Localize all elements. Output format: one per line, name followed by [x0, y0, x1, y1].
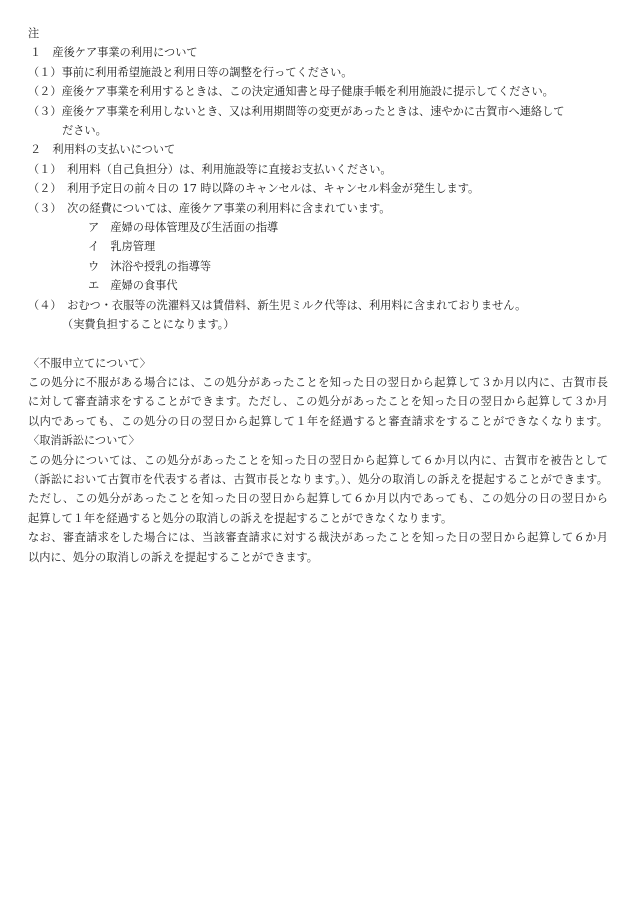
section1-item-1: （１）事前に利用希望施設と利用日等の調整を行ってください。	[28, 65, 353, 79]
section1-item-2: （２）産後ケア事業を利用するときは、この決定通知書と母子健康手帳を利用施設に提示してください。	[28, 85, 554, 99]
section2-item-3: （３） 次の経費については、産後ケア事業の利用料に含まれています。	[28, 201, 391, 215]
appeal-line-3: 以内であっても、この処分の日の翌日から起算して１年を経過すると審査請求をすることができなくなります。	[28, 414, 608, 428]
lawsuit-line-1: この処分については、この処分があったことを知った日の翌日から起算して６か月以内に、古賀市を被告として	[28, 453, 608, 467]
section2-item-4: （４） おむつ・衣服等の洗濯料又は賃借料、新生児ミルク代等は、利用料に含まれておりません。	[28, 298, 527, 312]
section1-item-3: （３）産後ケア事業を利用しないとき、又は利用期間等の変更があったときは、速やかに古賀市へ連絡して	[28, 104, 565, 118]
section1-item-3-continuation: ださい。	[62, 124, 107, 138]
lawsuit-line-4: 起算して１年を経過すると処分の取消しの訴えを提起することができなくなります。	[28, 511, 453, 525]
notes-title: 注	[28, 27, 40, 40]
section2-item-3-sub-u: ウ 沐浴や授乳の指導等	[88, 259, 212, 273]
appeal-heading: 〈不服申立てについて〉	[28, 356, 151, 370]
section2-item-4-continuation: （実費負担することになります。）	[62, 318, 235, 332]
section2-item-2: （２） 利用予定日の前々日の 17 時以降のキャンセルは、キャンセル料金が発生します。	[28, 182, 480, 196]
section-spacer	[28, 335, 610, 354]
section2-item-1: （１） 利用料（自己負担分）は、利用施設等に直接お支払いください。	[28, 162, 392, 176]
section2-item-3-sub-a: ア 産婦の母体管理及び生活面の指導	[88, 221, 279, 235]
section1-heading: １ 産後ケア事業の利用について	[30, 46, 198, 60]
lawsuit-heading: 〈取消訴訟について〉	[28, 434, 140, 448]
appeal-line-1: この処分に不服がある場合には、この処分があったことを知った日の翌日から起算して３か月以内に、古賀市長	[28, 375, 608, 389]
lawsuit-line-2: （訴訟において古賀市を代表する者は、古賀市長となります。）、処分の取消しの訴えを提起することができます。	[28, 472, 608, 486]
section2-heading: ２ 利用料の支払いについて	[30, 143, 176, 157]
lawsuit-line-6: 以内に、処分の取消しの訴えを提起することができます。	[28, 550, 318, 564]
section2-item-3-sub-e: エ 産婦の食事代	[88, 279, 178, 293]
lawsuit-line-3: ただし、この処分があったことを知った日の翌日から起算して６か月以内であっても、この処分の日の翌日から	[28, 492, 608, 506]
appeal-line-2: に対して審査請求をすることができます。ただし、この処分があったことを知った日の翌日から起算して３か月	[28, 395, 608, 409]
section2-item-3-sub-i: イ 乳房管理	[88, 240, 156, 254]
lawsuit-line-5: なお、審査請求をした場合には、当該審査請求に対する裁決があったことを知った日の翌日から起算して６か月	[28, 531, 608, 545]
